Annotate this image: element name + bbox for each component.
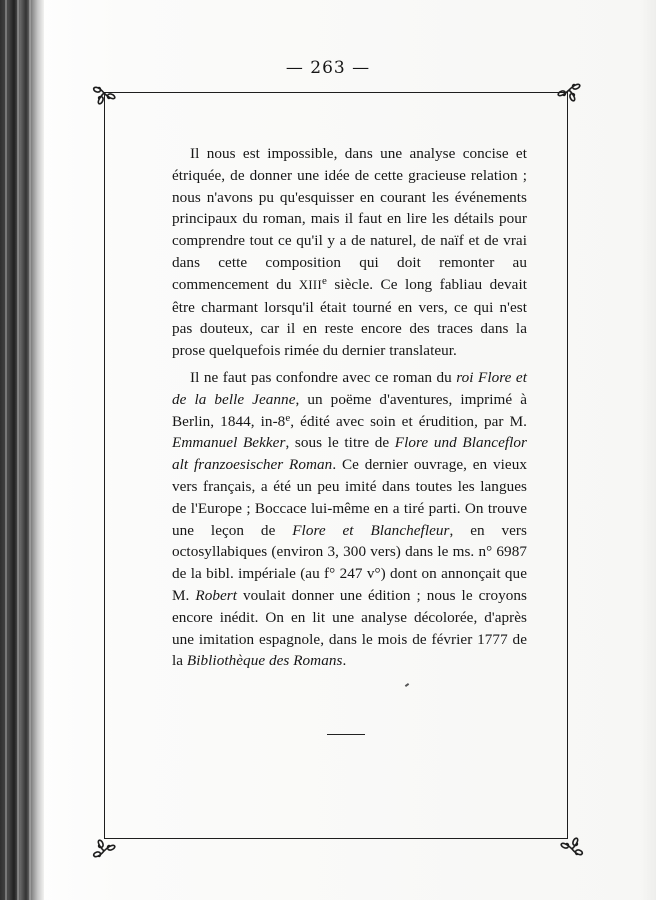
century-numeral: XIII [298,277,322,292]
italic-name: Emmanuel Bekker [172,434,286,452]
section-end-rule [327,734,365,735]
corner-ornament-icon [89,78,119,108]
text-segment: voulait donner une édition ; nous le croyons encore inédit. On en lit une analyse décolorée, d'après une imitation espagnole, dans le mois de février 1777 de la [172,586,528,670]
superscript: e [285,411,291,424]
binding-streak [17,0,19,900]
body-text [172,143,527,672]
text-segment: Il ne faut pas confondre avec ce roman du [190,368,457,386]
italic-title: roi Flore et de la belle Jeanne [172,368,527,408]
paragraph-2 [172,367,527,672]
italic-title: Bibliothèque des Romans [186,652,343,670]
text-segment: , sous le titre de [285,434,395,452]
text-segment: , un poëme d'aventures, imprimé à Berlin, 1844, in-8 [172,390,527,430]
text-segment: , édité avec soin et érudition, par M. [290,412,527,430]
corner-ornament-icon [89,836,119,866]
page-number: — 263 — [285,58,371,78]
italic-name: Robert [195,586,238,604]
superscript: e [322,274,327,287]
italic-title: Flore und Blanceflor alt franzoesischer Roman [172,434,528,474]
italic-title: Flore et Blanchefleur [292,521,450,539]
text-segment: . [342,652,347,670]
binding-streak [5,0,7,900]
corner-ornament-icon [554,75,584,105]
book-binding-shadow [0,0,44,900]
text-segment: siècle. Ce long fabliau devait être charmant lorsqu'il était tourné en vers, ce qui n'est pas douteux, car il en reste encore des traces dans la prose quelquefois rimée du dernier translateur. [172,275,527,360]
corner-ornament-icon [557,834,587,864]
text-segment: Il nous est impossible, dans une analyse concise et étriquée, de donner une idée de cette gracieuse relation ; nous n'avons pu qu'esquisser en courant les événements principaux du roman, mais il faut en lire les détails pour comprendre tout ce qu'il y a de naturel, de naïf et de vrai dans cette composition qui doit remonter au commencement du [172,145,527,293]
text-segment: . Ce dernier ouvrage, en vieux vers français, a été un peu imité dans toutes les langues de l'Europe ; Boccace lui-même en a tiré parti. On trouve une leçon de [172,456,527,539]
paragraph-1 [172,143,527,362]
binding-streak [29,0,31,900]
text-segment: , en vers octosyllabiques (environ 3, 300 vers) dans le ms. n° 6987 de la bibl. impériale (au f° 247 v°) dont on annonçait que M. [172,521,527,604]
